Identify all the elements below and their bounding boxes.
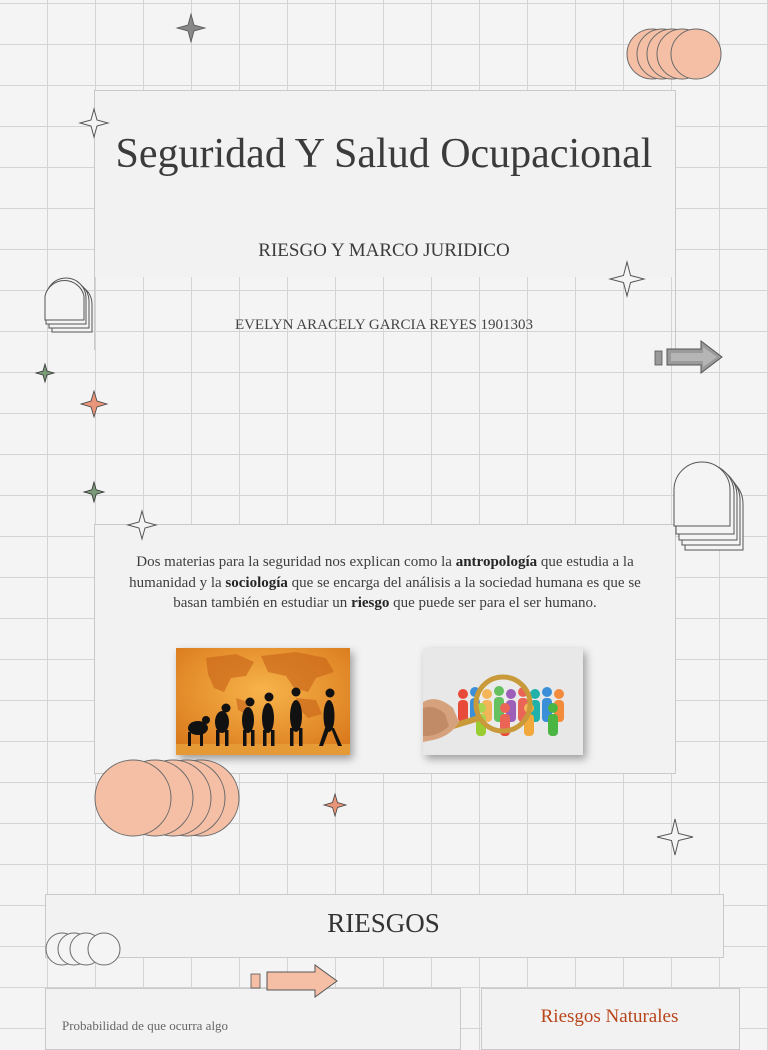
sparkle-icon <box>609 261 645 297</box>
intro-text: que estudia a la humanidad y la <box>129 554 634 591</box>
intro-text: que se encarga del análisis a la sociedad humana es que se basan también en estudiar un <box>173 574 641 611</box>
outline-circles <box>44 931 122 967</box>
natural-risks-title: Riesgos Naturales <box>540 1006 679 1027</box>
peach-circles <box>626 27 724 81</box>
intro-paragraph <box>112 552 658 614</box>
arch-stack <box>673 460 747 554</box>
definition-text: Probabilidad de que ocurra algo <box>62 1018 229 1033</box>
magnifier-people-image <box>423 648 583 755</box>
term-antropologia: antropología <box>455 554 538 570</box>
title-card-lower <box>94 276 676 350</box>
term-sociologia: sociología <box>225 574 288 591</box>
page-subtitle: RIESGO Y MARCO JURIDICO <box>258 240 510 261</box>
evolution-image <box>176 648 350 755</box>
sparkle-icon <box>83 481 105 503</box>
sparkle-icon <box>80 390 108 418</box>
arrow-right-icon <box>249 964 339 1000</box>
sparkle-icon <box>79 108 109 138</box>
sparkle-icon <box>35 363 55 383</box>
arch-stack <box>44 276 96 336</box>
peach-circles <box>93 759 241 839</box>
sparkle-icon <box>323 793 347 817</box>
author-line: EVELYN ARACELY GARCIA REYES 1901303 <box>234 317 534 333</box>
sparkle-icon <box>656 818 694 856</box>
intro-text: Dos materias para la seguridad nos explican como la <box>136 554 456 570</box>
intro-text: que puede ser para el ser humano. <box>389 595 597 611</box>
term-riesgo: riesgo <box>351 595 390 611</box>
page-title: Seguridad Y Salud Ocupacional <box>115 131 653 177</box>
sparkle-icon <box>127 510 157 540</box>
sparkle-icon <box>176 13 206 43</box>
arrow-right-icon <box>653 339 725 375</box>
section-title: RIESGOS <box>327 908 440 938</box>
